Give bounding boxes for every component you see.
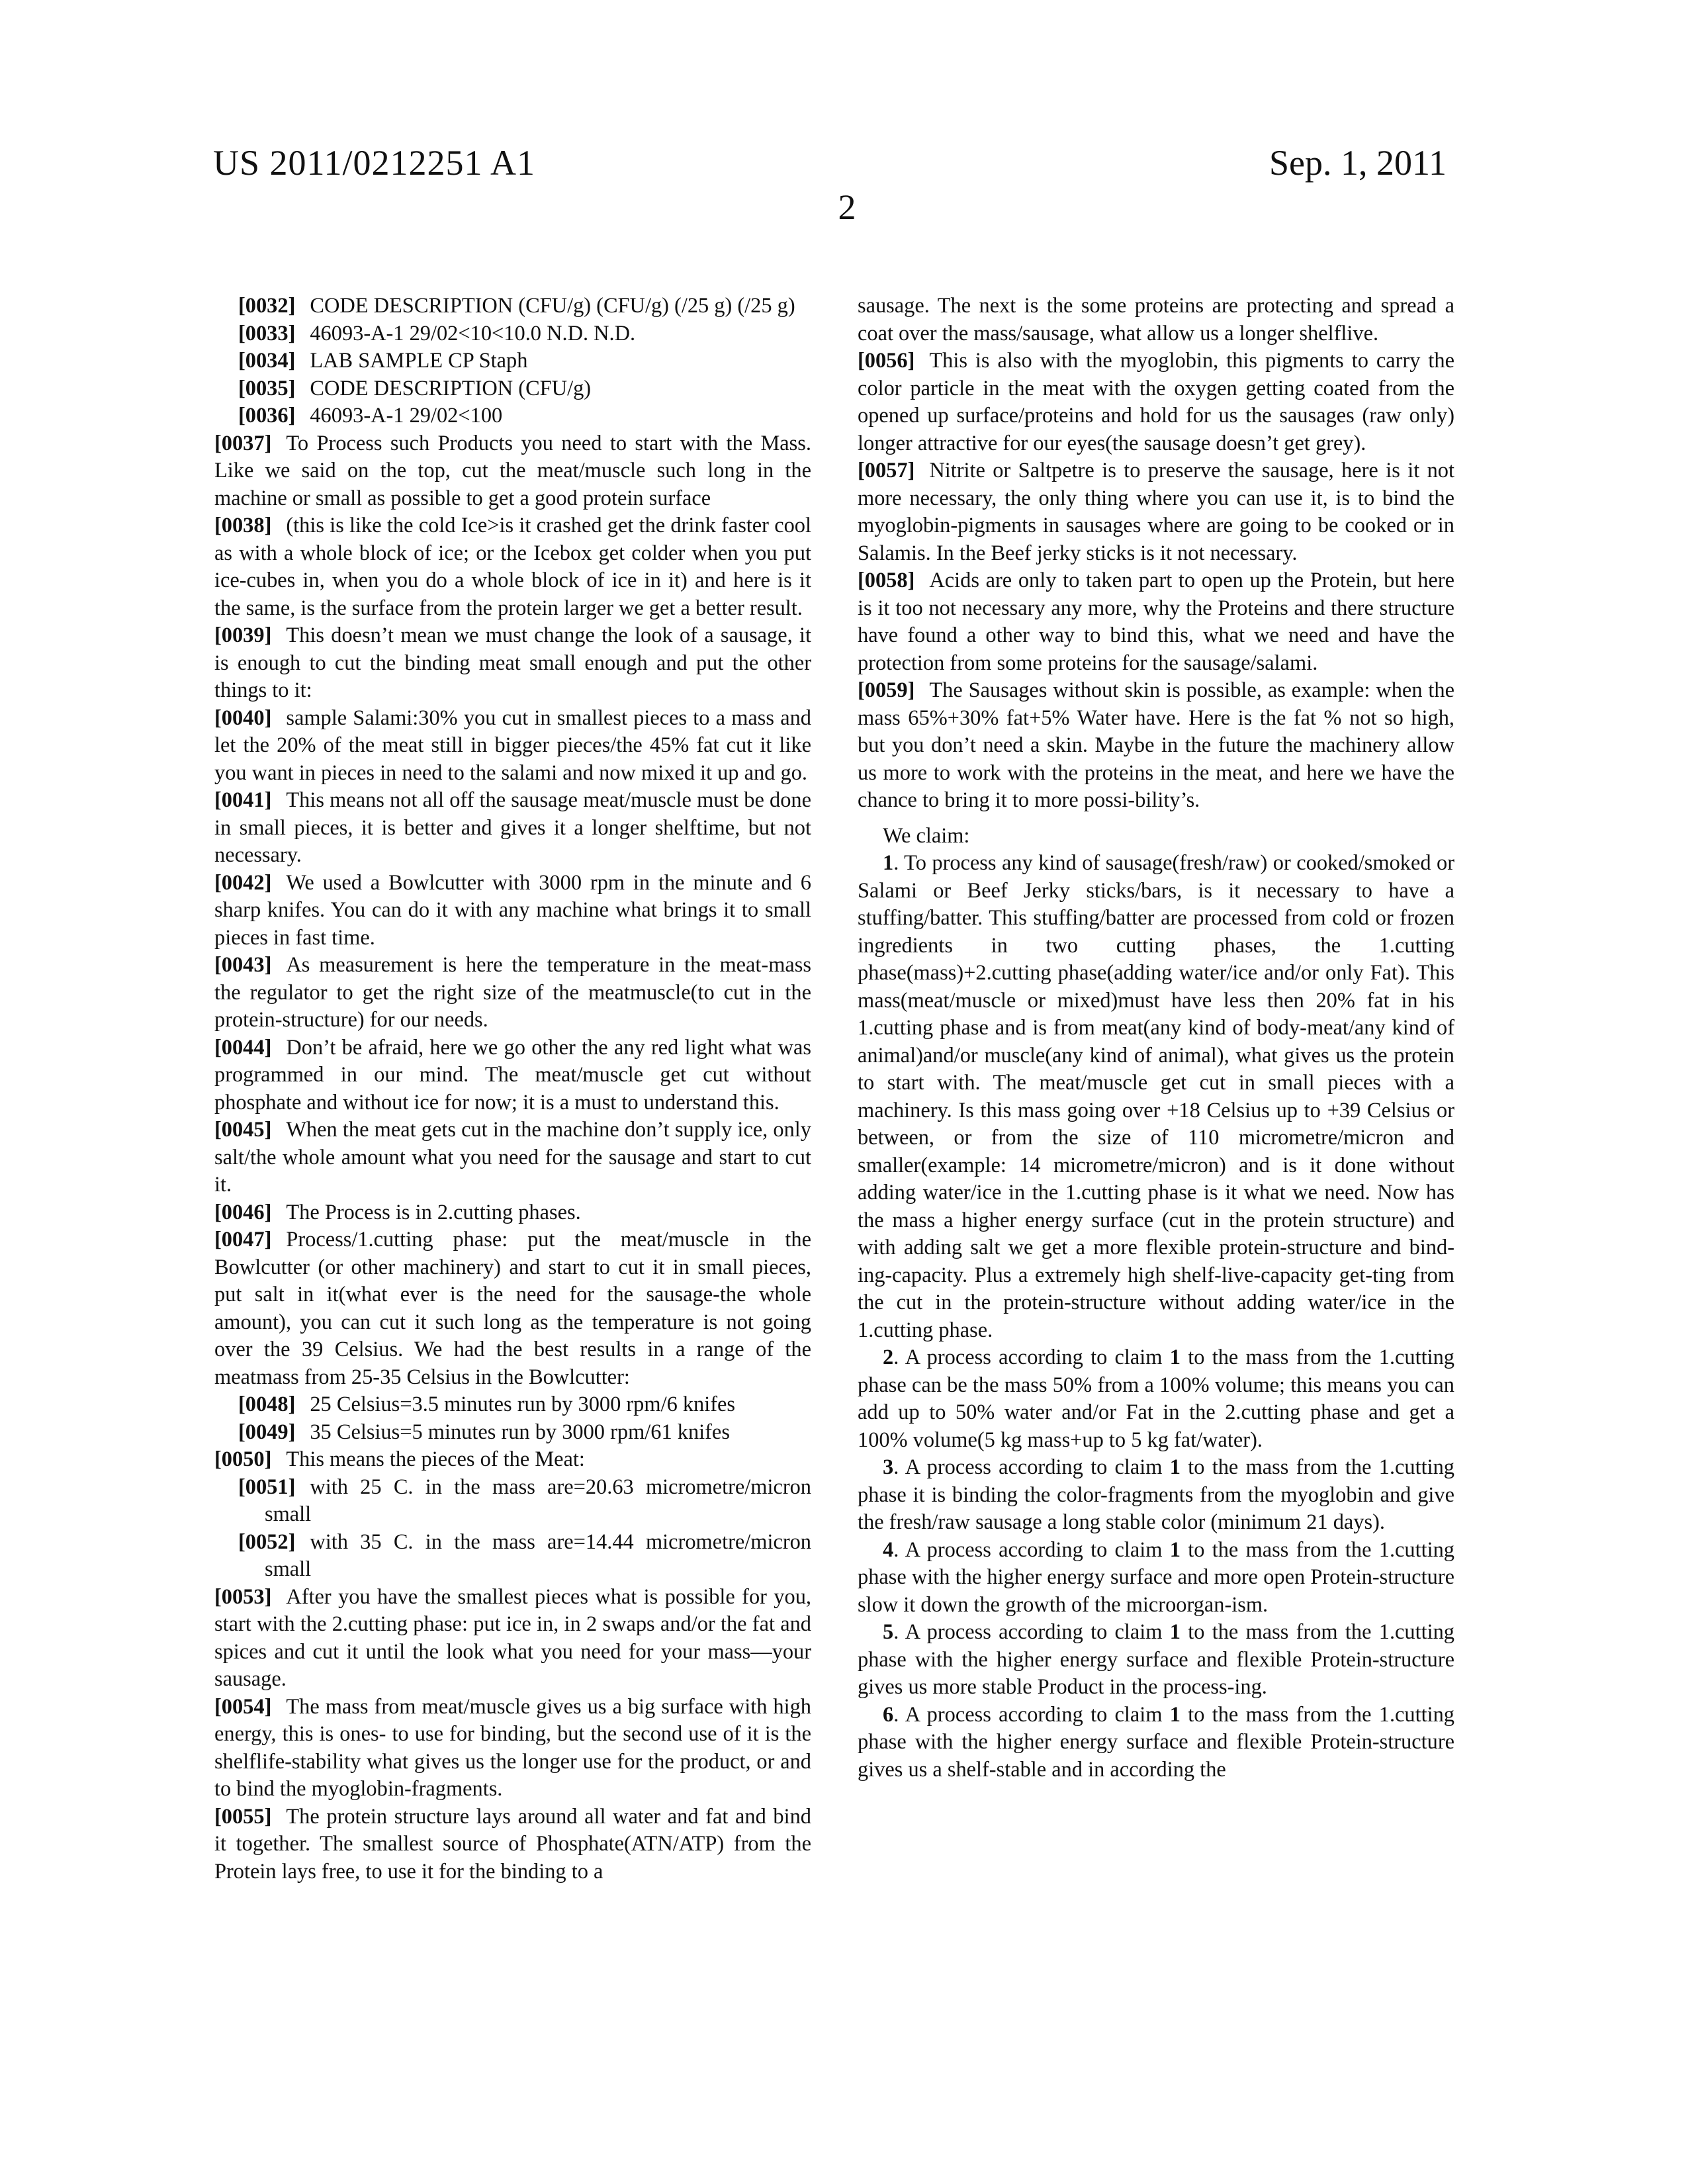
paragraph-number: [0054]: [214, 1695, 271, 1719]
paragraph-text: Don’t be afraid, here we go other the any red light what was programmed in our mind. The meat/muscle get cut without phosphate and without ice for now; it is a must to understand this.: [214, 1036, 811, 1115]
paragraph-text: The Sausages without skin is possible, as example: when the mass 65%+30% fat+5% Water have. Here is the fat % not so high, but you don’t need a skin. Maybe in the future the machinery allow us more to work with the proteins in the meat, and here we have the chance to bring it to more possi-bility’s.: [858, 678, 1454, 812]
paragraph-text: 35 Celsius=5 minutes run by 3000 rpm/61 knifes: [310, 1420, 730, 1444]
paragraph: [214, 952, 811, 1034]
paragraph-text: We used a Bowlcutter with 3000 rpm in the minute and 6 sharp knifes. You can do it with any machine what brings it to small pieces in fast time.: [214, 871, 811, 950]
paragraph: [214, 1803, 811, 1886]
paragraph-text: 46093-A-1 29/02<10<10.0 N.D. N.D.: [310, 322, 635, 345]
left-column: [214, 293, 811, 1886]
claims-heading: We claim:: [858, 823, 1454, 850]
paragraph-number: [0034]: [238, 349, 295, 373]
paragraph-number: [0036]: [238, 404, 295, 428]
paragraph-text: Process/1.cutting phase: put the meat/muscle in the Bowlcutter (or other machinery) and start to cut it in small pieces, put salt in it(what ever is the need for the sausage-the whole amount), you can cut it such long as the temperature is not going over the 39 Celsius. We had the best results in a range of the meatmass from 25-35 Celsius in the Bowlcutter:: [214, 1228, 811, 1389]
paragraph: [214, 512, 811, 622]
paragraph-number: [0042]: [214, 871, 271, 895]
claim-reference: 1: [1170, 1345, 1181, 1369]
paragraph: [214, 705, 811, 788]
paragraph: [214, 1199, 811, 1227]
paragraph-text: The mass from meat/muscle gives us a big surface with high energy, this is ones- to use for binding, but the second use of it is the shelflife-stability what gives us the longer use for the product, or and to bind the myoglobin-fragments.: [214, 1695, 811, 1801]
claim: [858, 1537, 1454, 1619]
claim-text: to the mass from the 1.cutting phase with the higher energy surface and flexible Protein-structure gives us a shelf-stable and in according the: [858, 1703, 1454, 1782]
paragraph: [214, 1419, 811, 1447]
paragraph: [858, 347, 1454, 457]
paragraph: [214, 1034, 811, 1117]
paragraph-number: [0047]: [214, 1228, 271, 1251]
paragraph: [214, 870, 811, 952]
paragraph: [214, 787, 811, 870]
paragraph: [858, 457, 1454, 567]
claim: [858, 850, 1454, 1344]
paragraph: [214, 375, 811, 403]
paragraph: [214, 347, 811, 375]
paragraph-text: The protein structure lays around all water and fat and bind it together. The smallest source of Phosphate(ATN/ATP) from the Protein lays free, to use it for the binding to a: [214, 1805, 811, 1884]
paragraph: [214, 1116, 811, 1199]
paragraph-text: sausage. The next is the some proteins are protecting and spread a coat over the mass/sausage, what allow us a longer shelflive.: [858, 294, 1454, 345]
paragraph-number: [0043]: [214, 953, 271, 977]
paragraph-number: [0040]: [214, 706, 271, 730]
paragraph-text: After you have the smallest pieces what is possible for you, start with the 2.cutting phase: put ice in, in 2 swaps and/or the fat and spices and cut it until the look what you need for your mass—your sausage.: [214, 1585, 811, 1692]
claim-reference: 1: [1170, 1538, 1181, 1562]
claim-reference: 1: [1170, 1620, 1181, 1644]
paragraph-text: with 25 C. in the mass are=20.63 micrometre/micron small: [265, 1475, 811, 1527]
paragraph-text: When the meat gets cut in the machine don’t supply ice, only salt/the whole amount what you need for the sausage and start to cut it.: [214, 1118, 811, 1197]
claim-text: . A process according to claim: [893, 1620, 1170, 1644]
paragraph-number: [0056]: [858, 349, 914, 373]
paragraph: [214, 622, 811, 705]
paragraph-text: sample Salami:30% you cut in smallest pieces to a mass and let the 20% of the meat still in bigger pieces/the 45% fat cut it like you want in pieces in need to the salami and now mixed it up and go.: [214, 706, 811, 785]
paragraph-number: [0033]: [238, 322, 295, 345]
paragraph-text: CODE DESCRIPTION (CFU/g): [310, 377, 591, 400]
paragraph-number: [0057]: [858, 459, 914, 482]
paragraph: [214, 320, 811, 348]
paragraph: [858, 677, 1454, 815]
paragraph-text: 46093-A-1 29/02<100: [310, 404, 502, 428]
claim-number: 1: [883, 851, 893, 875]
paragraph-text: As measurement is here the temperature in the meat-mass the regulator to get the right size of the meatmuscle(to cut in the protein-structure) for our needs.: [214, 953, 811, 1032]
paragraph-number: [0058]: [858, 569, 914, 592]
paragraph-text: This means not all off the sausage meat/muscle must be done in small pieces, it is better and gives it a longer shelftime, but not necessary.: [214, 788, 811, 867]
paragraph-number: [0055]: [214, 1805, 271, 1829]
paragraph: [214, 293, 811, 320]
claim-reference: 1: [1170, 1455, 1181, 1479]
paragraph-number: [0048]: [238, 1392, 295, 1416]
paragraph-text: CODE DESCRIPTION (CFU/g) (CFU/g) (/25 g) (/25 g): [310, 294, 795, 318]
claim-text: to the mass from the 1.cutting phase with the higher energy surface and flexible Protein-structure gives us more stable Product in the process-ing.: [858, 1620, 1454, 1699]
paragraph-number: [0041]: [214, 788, 271, 812]
paragraph-number: [0050]: [214, 1447, 271, 1471]
paragraph-number: [0046]: [214, 1201, 271, 1224]
claim-reference: 1: [1170, 1703, 1181, 1727]
paragraph-text: 25 Celsius=3.5 minutes run by 3000 rpm/6 knifes: [310, 1392, 735, 1416]
claim-number: 2: [883, 1345, 893, 1369]
paragraph-number: [0037]: [214, 432, 271, 455]
paragraph: [214, 1529, 811, 1584]
header-pub-number: US 2011/0212251 A1: [213, 142, 535, 183]
paragraph-number: [0053]: [214, 1585, 271, 1609]
claim: [858, 1344, 1454, 1454]
paragraph-number: [0052]: [238, 1530, 295, 1554]
paragraph-number: [0038]: [214, 514, 271, 537]
paragraph-text: This means the pieces of the Meat:: [286, 1447, 585, 1471]
paragraph-number: [0039]: [214, 623, 271, 647]
paragraph-text: (this is like the cold Ice>is it crashed get the drink faster cool as with a whole block of ice; or the Icebox get colder when you put ice-cubes in, when you do a whole block of ice in it) and here is it the same, is the surface from the protein larger we get a better result.: [214, 514, 811, 620]
paragraph-text: with 35 C. in the mass are=14.44 micrometre/micron small: [265, 1530, 811, 1582]
paragraph: [214, 1391, 811, 1419]
claim: [858, 1619, 1454, 1702]
paragraph-text: To Process such Products you need to start with the Mass. Like we said on the top, cut the meat/muscle such long in the machine or small as possible to get a good protein surface: [214, 432, 811, 510]
claim-text: . A process according to claim: [893, 1455, 1170, 1479]
paragraph-text: Acids are only to taken part to open up the Protein, but here is it too not necessary any more, why the Proteins and there structure have found a other way to bind this, what we need and have the protection from some proteins for the sausage/salami.: [858, 569, 1454, 675]
paragraph-text: This doesn’t mean we must change the look of a sausage, it is enough to cut the binding meat small enough and put the other things to it:: [214, 623, 811, 702]
claim-text: . A process according to claim: [893, 1703, 1170, 1727]
paragraph-number: [0045]: [214, 1118, 271, 1142]
paragraph: [214, 1226, 811, 1391]
claim-text: . To process any kind of sausage(fresh/raw) or cooked/smoked or Salami or Beef Jerky sticks/bars, is it necessary to have a stuffing/batter. This stuffing/batter are processed from cold or frozen ingredients in two cutting phases, the 1.cutting phase(mass)+2.cutting phase(adding water/ice and/or only Fat). This mass(meat/muscle or mixed)must have less then 20% fat in his 1.cutting phase and is from meat(any kind of body-meat/any kind of animal)and/or muscle(any kind of animal), what gives us the protein to start with. The meat/muscle get cut in small pieces with a machinery. Is this mass going over +18 Celsius up to +39 Celsius or between, or from the size of 110 micrometre/micron and smaller(example: 14 micrometre/micron) and is it done without adding water/ice in the 1.cutting phase is it what we need. Now has the mass a higher energy surface (cut in the protein structure) and with adding salt we get a more flexible protein-structure and bind-ing-capacity. Plus a extremely high shelf-live-capacity get-ting from the cut in the protein-structure without adding water/ice in the 1.cutting phase.: [858, 851, 1454, 1342]
paragraph: [858, 293, 1454, 347]
page-number: 2: [0, 187, 1694, 228]
paragraph: [214, 1694, 811, 1803]
paragraph-text: LAB SAMPLE CP Staph: [310, 349, 527, 373]
header-date: Sep. 1, 2011: [1269, 142, 1447, 183]
right-column: [858, 293, 1454, 1784]
paragraph-number: [0044]: [214, 1036, 271, 1060]
claim-text: to the mass from the 1.cutting phase with the higher energy surface and more open Protein-structure slow it down the growth of the microorgan-ism.: [858, 1538, 1454, 1617]
claim-text: . A process according to claim: [893, 1345, 1170, 1369]
paragraph-number: [0035]: [238, 377, 295, 400]
paragraph-number: [0059]: [858, 678, 914, 702]
paragraph-number: [0051]: [238, 1475, 295, 1499]
paragraph-text: This is also with the myoglobin, this pigments to carry the color particle in the meat with the oxygen getting coated from the opened up surface/proteins and hold for us the sausages (raw only) longer attractive for our eyes(the sausage doesn’t get grey).: [858, 349, 1454, 455]
paragraph: [214, 1584, 811, 1694]
paragraph: [858, 567, 1454, 677]
paragraph: [214, 430, 811, 513]
claim-text: to the mass from the 1.cutting phase it is binding the color-fragments from the myoglobin and give the fresh/raw sausage a long stable color (minimum 21 days).: [858, 1455, 1454, 1534]
paragraph: [214, 402, 811, 430]
paragraph-text: Nitrite or Saltpetre is to preserve the sausage, here is it not more necessary, the only thing where you can use it, is to bind the myoglobin-pigments in sausages where are going to be cooked or in Salamis. In the Beef jerky sticks is it not necessary.: [858, 459, 1454, 565]
claim-number: 6: [883, 1703, 893, 1727]
paragraph: [214, 1474, 811, 1529]
claim-number: 5: [883, 1620, 893, 1644]
claim-text: . A process according to claim: [893, 1538, 1170, 1562]
paragraph-number: [0049]: [238, 1420, 295, 1444]
claim: [858, 1702, 1454, 1784]
claim-text: to the mass from the 1.cutting phase can be the mass 50% from a 100% volume; this means you can add up to 50% water and/or Fat in the 2.cutting phase and get a 100% volume(5 kg mass+up to 5 kg fat/water).: [858, 1345, 1454, 1452]
paragraph: [214, 1446, 811, 1474]
paragraph-number: [0032]: [238, 294, 295, 318]
claim-number: 3: [883, 1455, 893, 1479]
claim-number: 4: [883, 1538, 893, 1562]
claim: [858, 1454, 1454, 1537]
paragraph-text: The Process is in 2.cutting phases.: [286, 1201, 580, 1224]
